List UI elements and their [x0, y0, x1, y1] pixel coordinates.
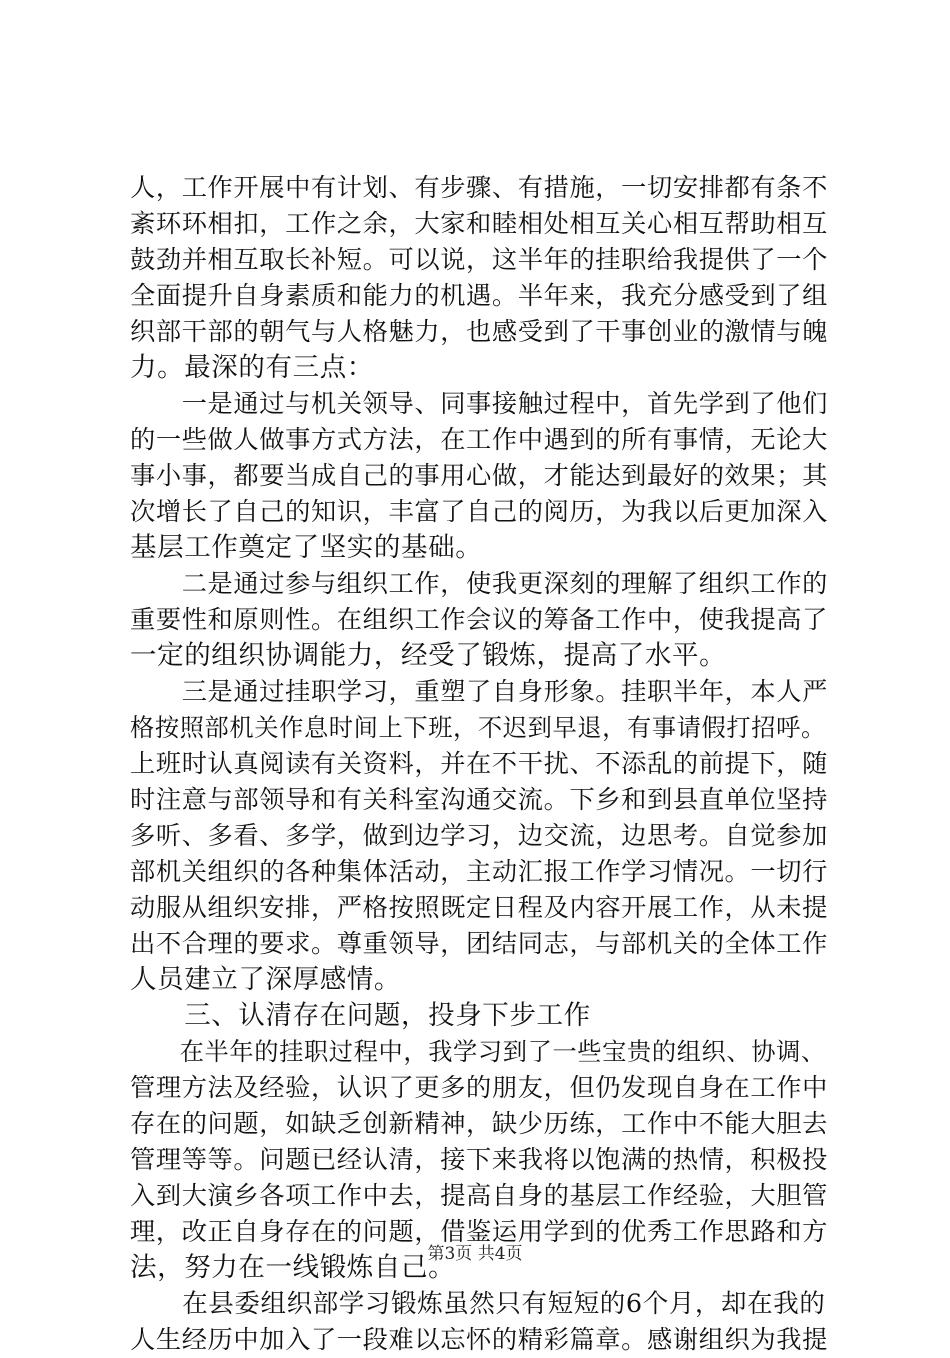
text-line: 事小事，都要当成自己的事用心做，才能达到最好的效果；其 — [130, 461, 828, 490]
text-line: 全面提升自身素质和能力的机遇。半年来，我充分感受到了组 — [130, 281, 828, 310]
text-line: 鼓劲并相互取长补短。可以说，这半年的挂职给我提供了一个 — [130, 245, 828, 274]
text-line: 在半年的挂职过程中，我学习到了一些宝贵的组织、协调、 — [130, 1037, 826, 1066]
text-line: 在县委组织部学习锻炼虽然只有短短的6个月，却在我的 — [130, 1289, 826, 1319]
text-line: 紊环环相扣，工作之余，大家和睦相处相互关心相互帮助相互 — [130, 209, 828, 238]
text-line: 二是通过参与组织工作，使我更深刻的理解了组织工作的 — [130, 569, 828, 598]
text-line: 人，工作开展中有计划、有步骤、有措施，一切安排都有条不 — [130, 173, 828, 202]
text-line: 多听、多看、多学，做到边学习，边交流，边思考。自觉参加 — [130, 821, 828, 850]
text-line: 管理方法及经验，认识了更多的朋友，但仍发现自身在工作中 — [130, 1073, 828, 1102]
text-line: 时注意与部领导和有关科室沟通交流。下乡和到县直单位坚持 — [130, 785, 828, 814]
text-line: 出不合理的要求。尊重领导，团结同志，与部机关的全体工作 — [130, 929, 828, 958]
text-line: 一定的组织协调能力，经受了锻炼，提高了水平。 — [130, 640, 727, 671]
text-line: 三是通过挂职学习，重塑了自身形象。挂职半年，本人严 — [130, 677, 828, 706]
text-line: 三、认清存在问题，投身下步工作 — [130, 1000, 591, 1031]
text-line: 存在的问题，如缺乏创新精神，缺少历练，工作中不能大胆去 — [130, 1109, 828, 1138]
text-line: 入到大演乡各项工作中去，提高自身的基层工作经验，大胆管 — [130, 1181, 828, 1210]
text-line: 人员建立了深厚感情。 — [130, 964, 401, 995]
text-line: 部机关组织的各种集体活动，主动汇报工作学习情况。一切行 — [130, 857, 828, 886]
text-line: 管理等等。问题已经认清，接下来我将以饱满的热情，积极投 — [130, 1145, 828, 1174]
text-line: 织部干部的朝气与人格魅力，也感受到了干事创业的激情与魄 — [130, 317, 828, 346]
page-number-footer: 第3页 共4页 — [427, 1244, 523, 1264]
text-line: 力。最深的有三点： — [130, 352, 374, 383]
text-line: 的一些做人做事方式方法，在工作中遇到的所有事情，无论大 — [130, 425, 828, 454]
document-body — [130, 170, 830, 1358]
text-line: 理，改正自身存在的问题，借鉴运用学到的优秀工作思路和方 — [130, 1217, 828, 1246]
text-line: 动服从组织安排，严格按照既定日程及内容开展工作，从未提 — [130, 893, 828, 922]
text-line: 上班时认真阅读有关资料，并在不干扰、不添乱的前提下，随 — [130, 749, 828, 778]
text-line: 格按照部机关作息时间上下班，不迟到早退，有事请假打招呼。 — [130, 713, 826, 742]
text-line: 次增长了自己的知识，丰富了自己的阅历，为我以后更加深入 — [130, 497, 828, 526]
text-line: 法，努力在一线锻炼自己。 — [130, 1252, 456, 1283]
text-line: 人生经历中加入了一段难以忘怀的精彩篇章。感谢组织为我提 — [130, 1325, 828, 1354]
text-line: 重要性和原则性。在组织工作会议的筹备工作中，使我提高了 — [130, 605, 828, 634]
text-line: 基层工作奠定了坚实的基础。 — [130, 532, 483, 563]
text-line: 一是通过与机关领导、同事接触过程中，首先学到了他们 — [130, 389, 828, 418]
